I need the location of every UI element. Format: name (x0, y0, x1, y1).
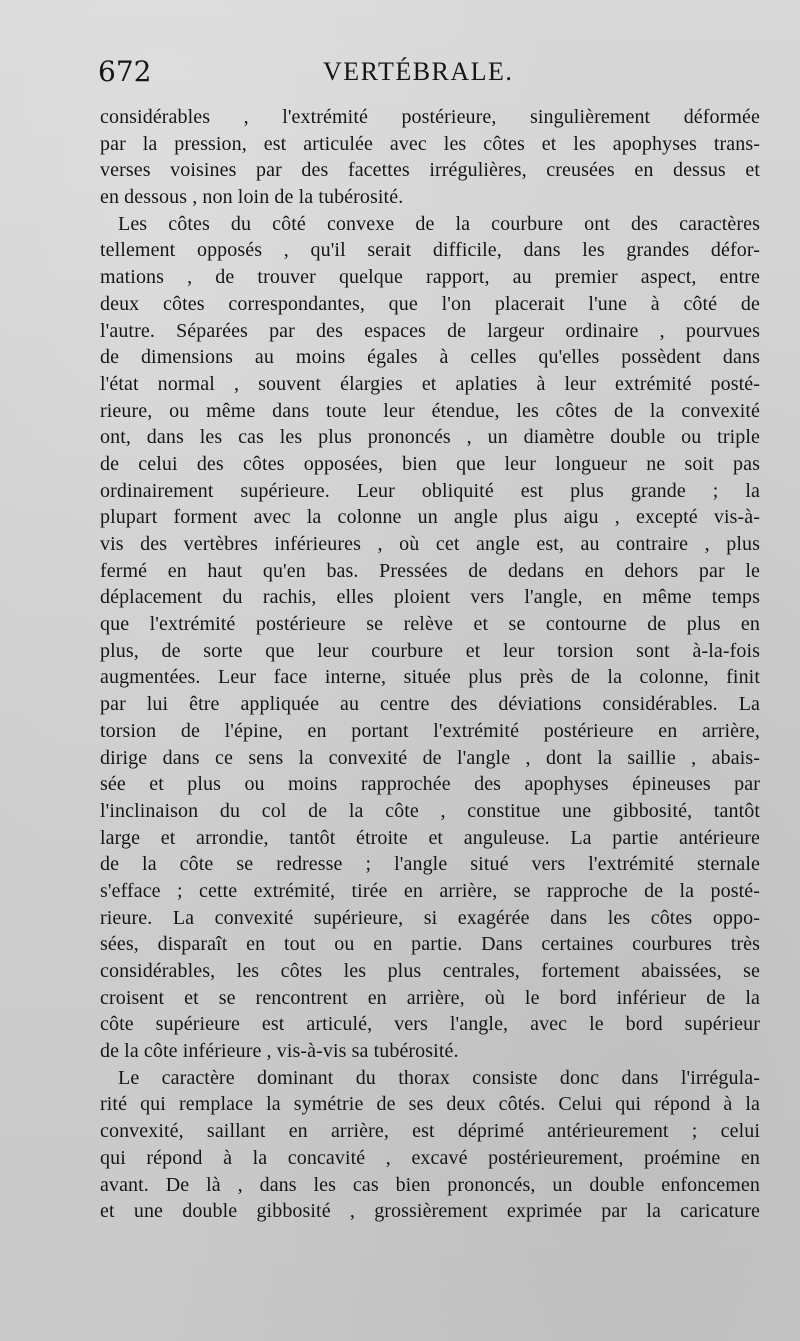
text-line: deux côtes correspondantes, que l'on placerait l'une à côté de (100, 292, 760, 315)
page-number: 672 (98, 55, 152, 88)
text-line: de la côte inférieure , vis-à-vis sa tubérosité. (100, 1040, 459, 1063)
text-line: et une double gibbosité , grossièrement exprimée par la caricature (100, 1200, 760, 1223)
text-line: l'état normal , souvent élargies et aplaties à leur extrémité posté- (100, 372, 760, 395)
text-line: en dessous , non loin de la tubérosité. (100, 186, 404, 209)
text-line: tellement opposés , qu'il serait difficile, dans les grandes défor- (100, 239, 760, 262)
text-line: l'autre. Séparées par des espaces de largeur ordinaire , pourvues (100, 319, 760, 342)
text-line: de celui des côtes opposées, bien que leur longueur ne soit pas (100, 452, 760, 475)
text-line: par lui être appliquée au centre des déviations considérables. La (100, 693, 760, 716)
text-line: vis des vertèbres inférieures , où cet angle est, au contraire , plus (100, 533, 760, 555)
running-head: VERTÉBRALE. (323, 57, 514, 86)
text-line: plupart forment avec la colonne un angle plus aigu , excepté vis-à- (100, 506, 760, 529)
text-line: considérables , l'extrémité postérieure, singulièrement déformée (100, 106, 760, 128)
text-line: que l'extrémité postérieure se relève et se contourne de plus en (100, 613, 760, 636)
text-line: rieure, ou même dans toute leur étendue, les côtes de la convexité (100, 399, 760, 422)
text-line: verses voisines par des facettes irrégulières, creusées en dessus et (100, 159, 760, 182)
text-line: fermé en haut qu'en bas. Pressées de dedans en dehors par le (100, 559, 760, 582)
text-line: par la pression, est articulée avec les côtes et les apophyses trans- (100, 132, 760, 155)
text-line: dirige dans ce sens la convexité de l'angle , dont la saillie , abais- (100, 746, 760, 769)
text-line: déplacement du rachis, elles ploient vers l'angle, en même temps (100, 586, 760, 609)
text-line: croisent et se rencontrent en arrière, où le bord inférieur de la (100, 986, 760, 1009)
text-line: qui répond à la concavité , excavé postérieurement, proémine en (100, 1146, 760, 1169)
text-line: plus, de sorte que leur courbure et leur torsion sont à-la-fois (100, 639, 760, 662)
text-line: l'inclinaison du col de la côte , constitue une gibbosité, tantôt (100, 799, 760, 822)
text-line: torsion de l'épine, en portant l'extrémité postérieure en arrière, (100, 719, 760, 742)
paragraph-start-line: Les côtes du côté convexe de la courbure ont des caractères (118, 212, 760, 235)
text-line: mations , de trouver quelque rapport, au premier aspect, entre (100, 266, 760, 289)
text-line: côte supérieure est articulé, vers l'angle, avec le bord supérieur (100, 1013, 760, 1036)
text-line: considérables, les côtes les plus centrales, fortement abaissées, se (100, 960, 760, 982)
text-line: ordinairement supérieure. Leur obliquité est plus grande ; la (100, 479, 760, 502)
text-line: ont, dans les cas les plus prononcés , un diamètre double ou triple (100, 426, 760, 449)
text-line: rieure. La convexité supérieure, si exagérée dans les côtes oppo- (100, 906, 760, 929)
text-line: augmentées. Leur face interne, située plus près de la colonne, finit (100, 666, 760, 689)
page-header (98, 52, 758, 92)
text-line: rité qui remplace la symétrie de ses deux côtés. Celui qui répond à la (100, 1093, 760, 1116)
text-line: large et arrondie, tantôt étroite et anguleuse. La partie antérieure (100, 826, 760, 849)
text-line: sées, disparaît en tout ou en partie. Dans certaines courbures très (100, 933, 760, 956)
body-text (100, 104, 760, 1274)
text-line: avant. De là , dans les cas bien prononcés, un double enfoncemen (100, 1173, 760, 1196)
text-line: sée et plus ou moins rapprochée des apophyses épineuses par (100, 773, 760, 796)
text-line: convexité, saillant en arrière, est déprimé antérieurement ; celui (100, 1120, 760, 1143)
text-line: de dimensions au moins égales à celles qu'elles possèdent dans (100, 346, 760, 369)
text-line: de la côte se redresse ; l'angle situé vers l'extrémité sternale (100, 853, 760, 876)
paragraph-start-line: Le caractère dominant du thorax consiste donc dans l'irrégula- (118, 1066, 760, 1089)
text-line: s'efface ; cette extrémité, tirée en arrière, se rapproche de la posté- (100, 879, 760, 902)
